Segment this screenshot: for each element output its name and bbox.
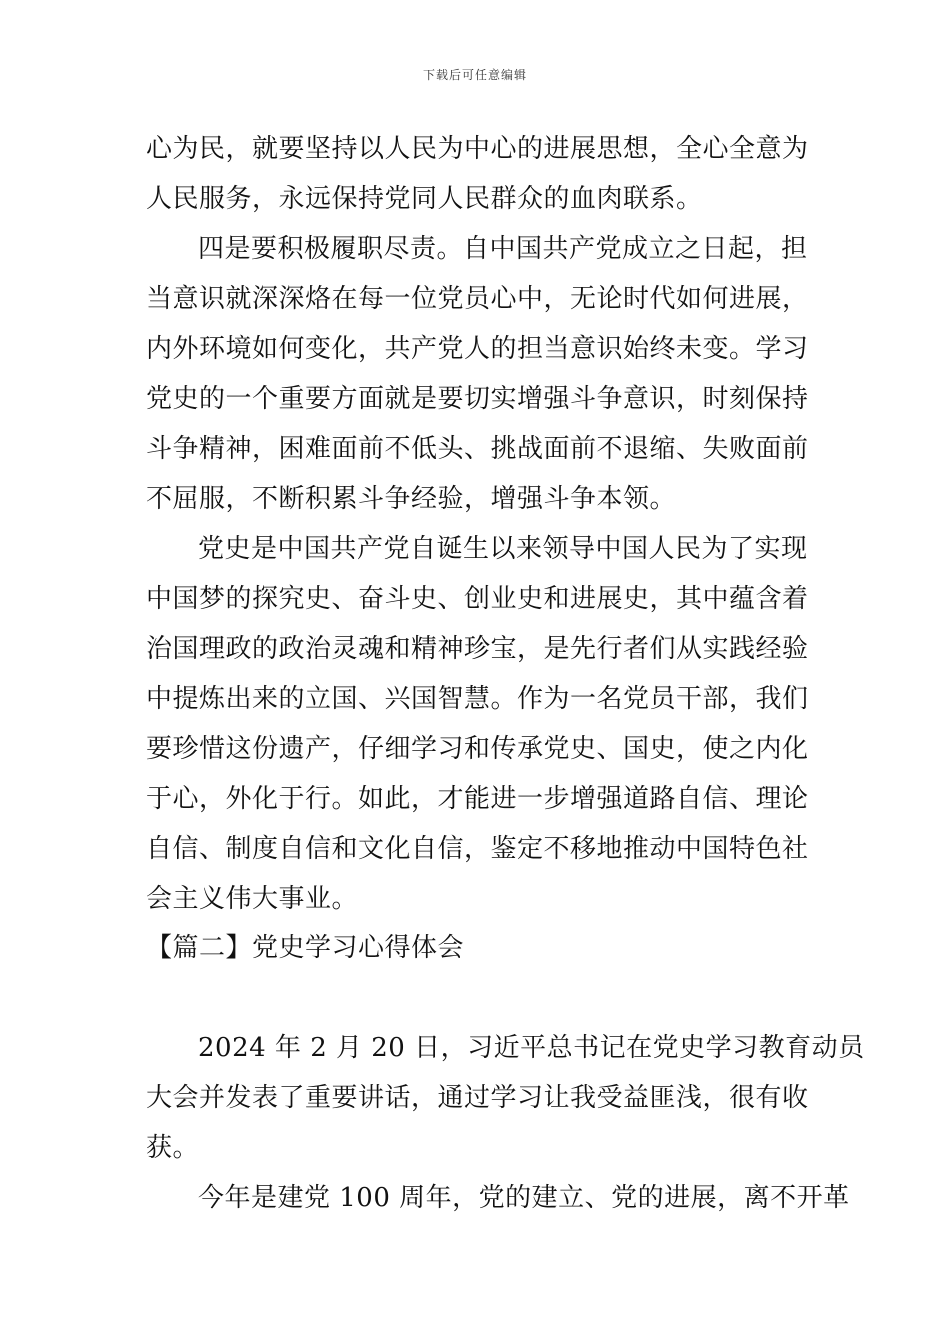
body-line: 会主义伟大事业。: [146, 884, 359, 914]
body-line: 当意识就深深烙在每一位党员心中，无论时代如何进展，: [146, 284, 809, 314]
body-line: 不屈服，不断积累斗争经验，增强斗争本领。: [146, 484, 677, 514]
body-line: 获。: [146, 1133, 200, 1163]
body-line: 治国理政的政治灵魂和精神珍宝，是先行者们从实践经验: [146, 634, 809, 664]
body-line: 中提炼出来的立国、兴国智慧。作为一名党员干部，我们: [146, 684, 809, 714]
body-line: 内外环境如何变化，共产党人的担当意识始终未变。学习: [146, 334, 809, 364]
header-note: 下载后可任意编辑: [422, 68, 527, 82]
body-line: 斗争精神，困难面前不低头、挑战面前不退缩、失败面前: [146, 434, 809, 464]
paragraph-start-line: 今年是建党 100 周年，党的建立、党的进展，离不开革: [198, 1183, 850, 1213]
paragraph-start-line: 四是要积极履职尽责。自中国共产党成立之日起，担: [198, 234, 808, 264]
body-line: 中国梦的探究史、奋斗史、创业史和进展史，其中蕴含着: [146, 584, 809, 614]
body-line: 人民服务，永远保持党同人民群众的血肉联系。: [146, 184, 703, 214]
body-line: 要珍惜这份遗产，仔细学习和传承党史、国史，使之内化: [146, 734, 809, 764]
body-line: 党史的一个重要方面就是要切实增强斗争意识，时刻保持: [146, 384, 809, 414]
body-line: 大会并发表了重要讲话，通过学习让我受益匪浅，很有收: [146, 1083, 809, 1113]
body-line: 自信、制度自信和文化自信，鉴定不移地推动中国特色社: [146, 834, 809, 864]
body-line: 心为民，就要坚持以人民为中心的进展思想，全心全意为: [146, 134, 809, 164]
body-line: 于心，外化于行。如此，才能进一步增强道路自信、理论: [146, 784, 809, 814]
paragraph-start-line: 2024 年 2 月 20 日，习近平总书记在党史学习教育动员: [198, 1033, 865, 1063]
section-heading: 【篇二】党史学习心得体会: [146, 933, 465, 963]
paragraph-start-line: 党史是中国共产党自诞生以来领导中国人民为了实现: [198, 534, 808, 564]
